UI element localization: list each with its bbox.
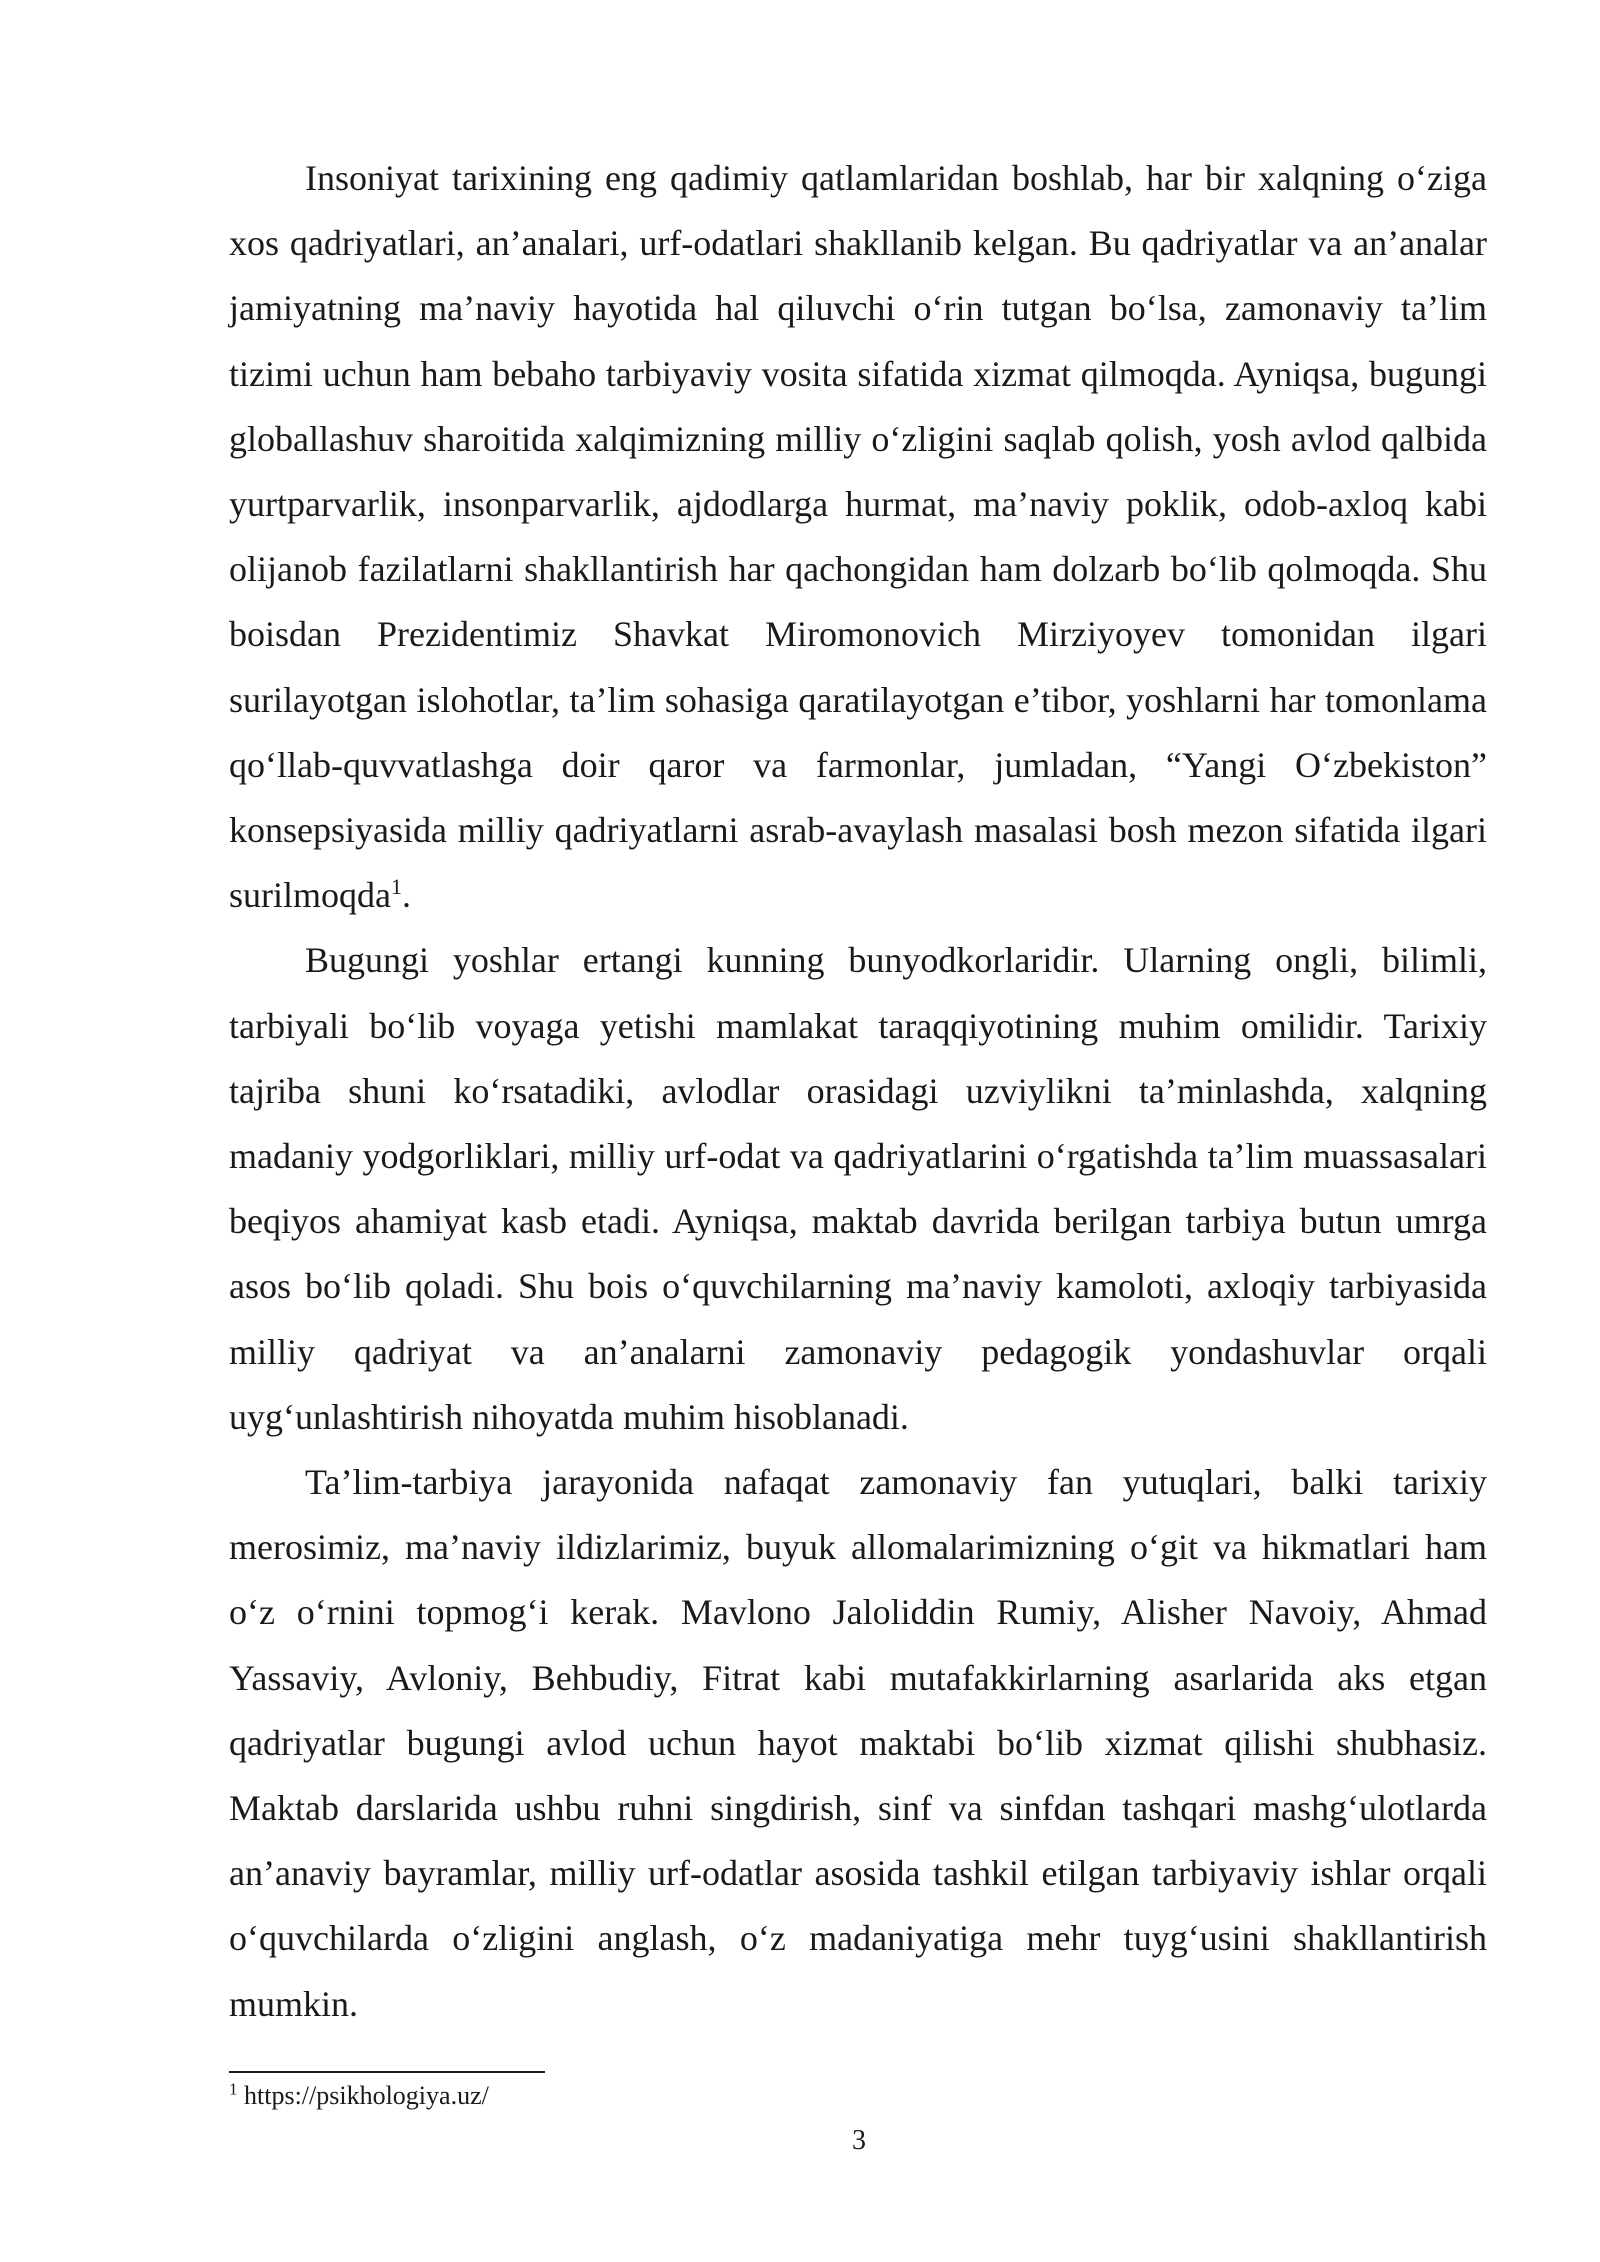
footnote-marker: 1 (229, 2079, 238, 2099)
footnote-separator (229, 2071, 545, 2073)
paragraph-1-text: Insoniyat tarixining eng qadimiy qatlamlaridan boshlab, har bir xalqning o‘ziga xos qadriyatlari, an’analari, urf-odatlari shakllanib kelgan. Bu qadriyatlar va an’analar jamiyatning ma’naviy hayotida hal qiluvchi o‘rin tutgan bo‘lsa, zamonaviy ta’lim tizimi uchun ham bebaho tarbiyaviy vosita sifatida xizmat qilmoqda. Ayniqsa, bugungi globallashuv sharoitida xalqimizning milliy o‘zligini saqlab qolish, yosh avlod qalbida yurtparvarlik, insonparvarlik, ajdodlarga hurmat, ma’naviy poklik, odob-axloq kabi olijanob fazilatlarni shakllantirish har qachongidan ham dolzarb bo‘lib qolmoqda. Shu boisdan Prezidentimiz Shavkat Miromonovich Mirziyoyev tomonidan ilgari surilayotgan islohotlar, ta’lim sohasiga qaratilayotgan e’tibor, yoshlarni har tomonlama qo‘llab-quvvatlashga doir qaror va farmonlar, jumladan, “Yangi O‘zbekiston” konsepsiyasida milliy qadriyatlarni asrab-avaylash masalasi bosh mezon sifatida ilgari surilmoqda (229, 158, 1487, 916)
body-text (229, 146, 1487, 2037)
footnote-text: https://psikhologiya.uz/ (237, 2081, 489, 2110)
paragraph-3: Ta’lim-tarbiya jarayonida nafaqat zamonaviy fan yutuqlari, balki tarixiy merosimiz, ma’naviy ildizlarimiz, buyuk allomalarimizning o‘git va hikmatlari ham o‘z o‘rnini topmog‘i kerak. Mavlono Jaloliddin Rumiy, Alisher Navoiy, Ahmad Yassaviy, Avloniy, Behbudiy, Fitrat kabi mutafakkirlarning asarlarida aks etgan qadriyatlar bugungi avlod uchun hayot maktabi bo‘lib xizmat qilishi shubhasiz. Maktab darslarida ushbu ruhni singdirish, sinf va sinfdan tashqari mashg‘ulotlarda an’anaviy bayramlar, milliy urf-odatlar asosida tashkil etilgan tarbiyaviy ishlar orqali o‘quvchilarda o‘zligini anglash, o‘z madaniyatiga mehr tuyg‘usini shakllantirish mumkin. (229, 1462, 1487, 2024)
footnote (229, 2080, 489, 2112)
paragraph-1-tail: . (401, 875, 411, 916)
paragraph-2: Bugungi yoshlar ertangi kunning bunyodkorlaridir. Ularning ongli, bilimli, tarbiyali bo‘lib voyaga yetishi mamlakat taraqqiyotining muhim omilidir. Tarixiy tajriba shuni ko‘rsatadiki, avlodlar orasidagi uzviylikni ta’minlashda, xalqning madaniy yodgorliklari, milliy urf-odat va qadriyatlarini o‘rgatishda ta’lim muassasalari beqiyos ahamiyat kasb etadi. Ayniqsa, maktab davrida berilgan tarbiya butun umrga asos bo‘lib qoladi. Shu bois o‘quvchilarning ma’naviy kamoloti, axloqiy tarbiyasida milliy qadriyat va an’analarni zamonaviy pedagogik yondashuvlar orqali uyg‘unlashtirish nihoyatda muhim hisoblanadi. (229, 940, 1487, 1437)
page-number: 3 (852, 2125, 866, 2156)
footnote-reference: 1 (390, 874, 402, 900)
paragraph-1 (229, 146, 1487, 928)
